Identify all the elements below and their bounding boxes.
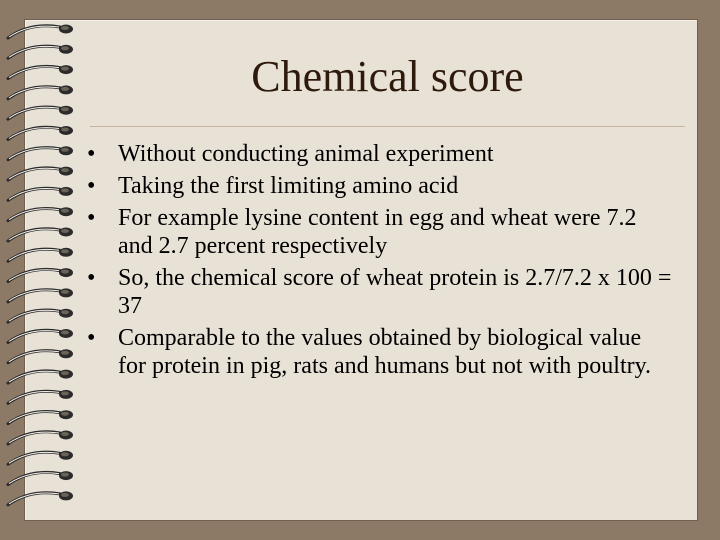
binding-ring-icon	[8, 126, 73, 140]
bullet-item	[85, 324, 675, 380]
binding-ring-icon	[8, 228, 73, 242]
binding-ring-icon	[8, 288, 73, 302]
binding-ring-icon	[8, 106, 73, 120]
title-divider	[90, 126, 685, 127]
bullet-text: Taking the first limiting amino acid	[118, 173, 459, 199]
binding-ring-icon	[8, 491, 73, 505]
binding-ring-icon	[8, 431, 73, 445]
binding-ring-icon	[8, 309, 73, 323]
binding-ring-icon	[8, 451, 73, 465]
binding-ring-icon	[8, 268, 73, 282]
bullet-list	[85, 140, 675, 384]
binding-ring-icon	[8, 390, 73, 404]
binding-ring-icon	[8, 207, 73, 221]
bullet-icon: •	[87, 205, 96, 231]
slide-title: Chemical score	[251, 52, 524, 101]
bullet-text: Without conducting animal experiment	[118, 141, 494, 167]
bullet-icon: •	[87, 325, 96, 351]
binding-ring-icon	[8, 410, 73, 424]
bullet-text: For example lysine content in egg and wheat were 7.2 and 2.7 percent respectively	[118, 205, 637, 259]
bullet-text: So, the chemical score of wheat protein is 2.7/7.2 x 100 = 37	[118, 265, 672, 319]
binding-ring-icon	[8, 167, 73, 181]
bullet-text: Comparable to the values obtained by biological value for protein in pig, rats and humans but not with poultry.	[118, 325, 652, 379]
binding-ring-icon	[8, 471, 73, 485]
binding-ring-icon	[8, 349, 73, 363]
binding-ring-icon	[8, 370, 73, 384]
bullet-item	[85, 140, 675, 168]
binding-ring-icon	[8, 146, 73, 160]
binding-ring-icon	[8, 329, 73, 343]
bullet-item	[85, 264, 675, 320]
bullet-icon: •	[87, 173, 96, 199]
bullet-item	[85, 204, 675, 260]
bullet-icon: •	[87, 141, 96, 167]
bullet-icon: •	[87, 265, 96, 291]
binding-ring-icon	[8, 248, 73, 261]
binding-ring-icon	[8, 187, 73, 201]
bullet-item	[85, 172, 675, 200]
binding-ring-icon	[8, 25, 73, 39]
